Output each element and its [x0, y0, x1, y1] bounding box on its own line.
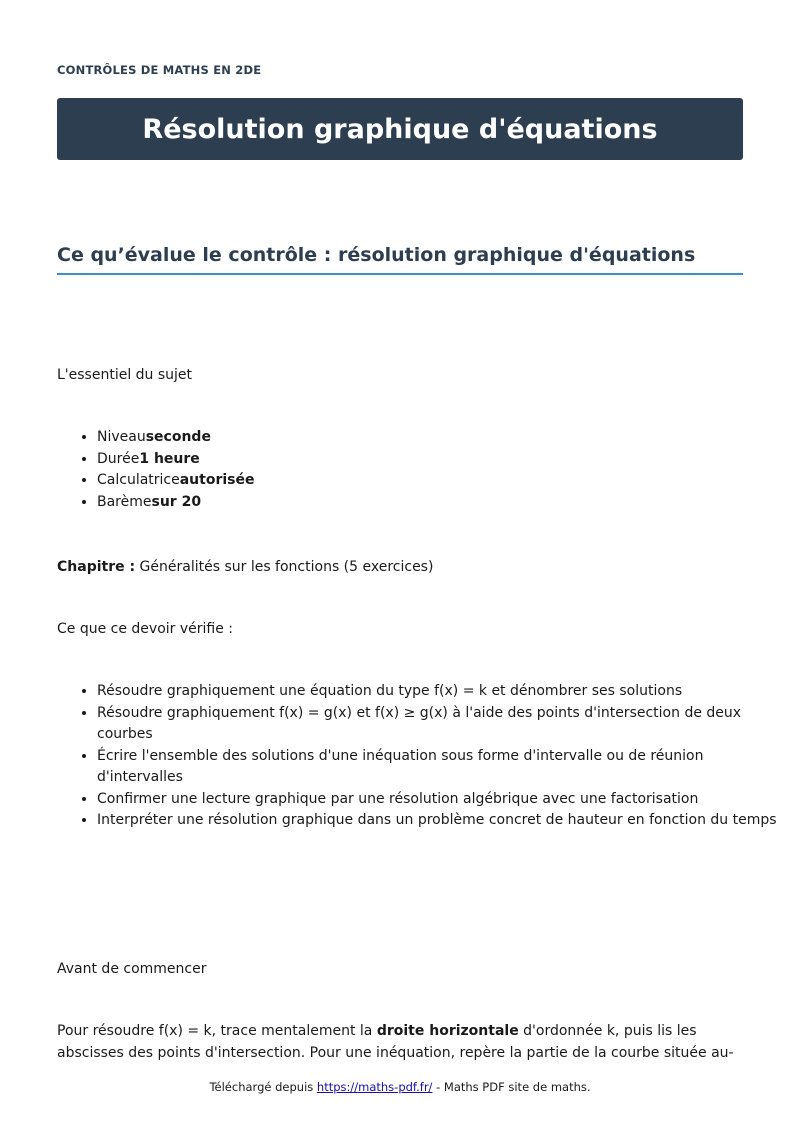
- item-value: 1 heure: [139, 450, 200, 467]
- list-item: [97, 470, 783, 492]
- essentiel-heading: L'essentiel du sujet: [57, 367, 193, 383]
- footer-link[interactable]: https://maths-pdf.fr/: [316, 1080, 433, 1094]
- document-kicker: CONTRÔLES DE MATHS EN 2DE: [57, 63, 262, 77]
- essentiel-list: [57, 427, 783, 513]
- avant-heading: Avant de commencer: [57, 961, 207, 977]
- verifie-list: [57, 681, 783, 832]
- chapitre-label: Chapitre :: [57, 559, 136, 575]
- avant-text-bold: droite horizontale: [376, 1023, 519, 1039]
- item-value: autorisée: [179, 472, 255, 488]
- avant-text-after: d'ordonnée k, puis lis les abscisses des points d'intersection. Pour une inéquation, repère la partie de la courbe située au-: [57, 1023, 734, 1061]
- list-item: • Confirmer une lecture graphique par une résolution algébrique avec une factorisation: [97, 789, 783, 811]
- chapitre-text: Généralités sur les fonctions (5 exercices): [139, 559, 434, 575]
- item-label: Niveau: [97, 429, 146, 445]
- list-item: [97, 449, 783, 471]
- page-title: Résolution graphique d'équations: [142, 113, 658, 145]
- page-footer: [0, 1080, 800, 1094]
- section-title: Ce qu’évalue le contrôle : résolution graphique d'équations: [57, 244, 743, 275]
- list-item: [97, 492, 783, 514]
- avant-text-before: Pour résoudre f(x) = k, trace mentalement la: [57, 1023, 377, 1039]
- item-label: Calculatrice: [97, 472, 180, 488]
- item-value: seconde: [145, 429, 211, 445]
- verifie-heading: Ce que ce devoir vérifie :: [57, 621, 234, 637]
- title-banner: [57, 98, 743, 160]
- list-item: • Résoudre graphiquement une équation du type f(x) = k et dénombrer ses solutions: [97, 681, 783, 703]
- item-label: Durée: [97, 450, 140, 467]
- list-item: • Interpréter une résolution graphique dans un problème concret de hauteur en fonction du temps: [97, 810, 783, 832]
- chapitre-line: [57, 556, 433, 578]
- footer-prefix: Téléchargé depuis: [209, 1080, 317, 1094]
- item-label: Barème: [97, 493, 152, 510]
- list-item: [97, 427, 783, 449]
- item-value: sur 20: [151, 493, 202, 510]
- list-item: • Écrire l'ensemble des solutions d'une inéquation sous forme d'intervalle ou de réunion d'intervalles: [97, 746, 783, 789]
- list-item: • Résoudre graphiquement f(x) = g(x) et f(x) ≥ g(x) à l'aide des points d'intersection de deux courbes: [97, 703, 783, 746]
- avant-paragraph: [57, 1020, 743, 1064]
- footer-suffix: - Maths PDF site de maths.: [432, 1080, 591, 1094]
